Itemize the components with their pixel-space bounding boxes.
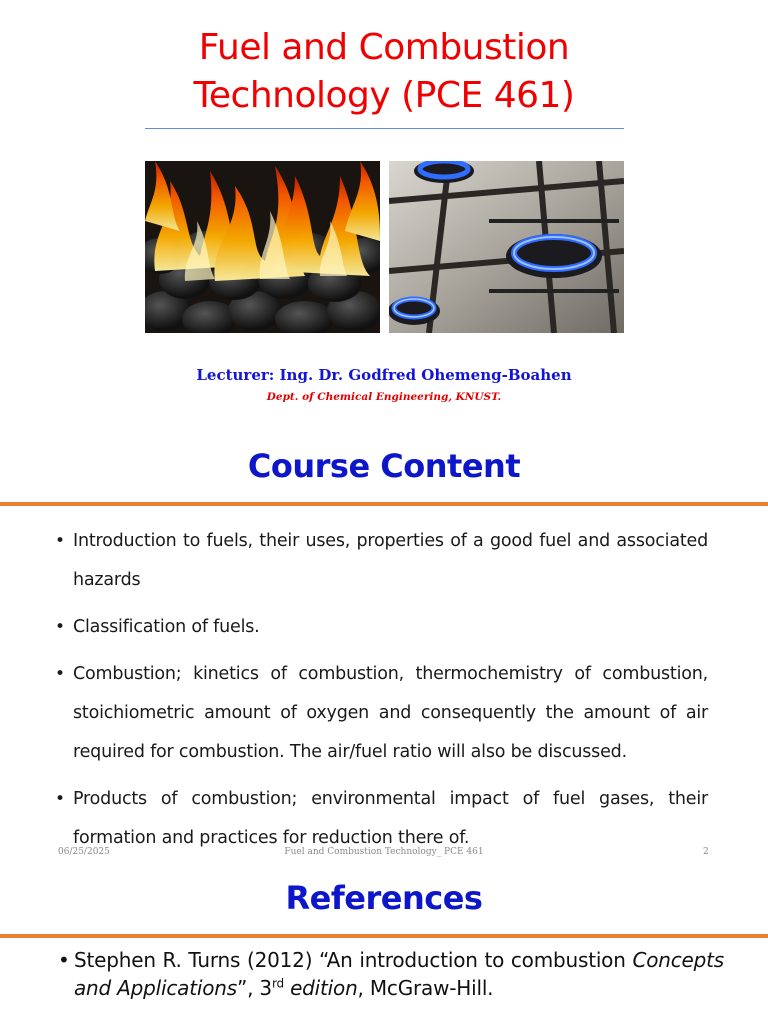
slide-title (0, 24, 768, 120)
reference-item (58, 946, 724, 1002)
list-item-text: Introduction to fuels, their uses, properties of a good fuel and associated hazards (73, 531, 708, 590)
reference-edition: edition (283, 976, 358, 1000)
list-item-text: Products of combustion; environmental impact of fuel gases, their formation and practices for reduction there of. (73, 789, 708, 848)
reference-text-part-3: , McGraw-Hill. (357, 976, 494, 1000)
page-number: 2 (703, 847, 709, 857)
reference-text-part-2: ”, 3 (236, 976, 272, 1000)
slide-title-line-1: Fuel and Combustion (198, 27, 570, 68)
lecturer-name: Lecturer: Ing. Dr. Godfred Ohemeng-Boahen (196, 366, 572, 384)
fire-photo (145, 161, 380, 333)
list-item (55, 655, 708, 772)
footer-title: Fuel and Combustion Technology_ PCE 461 (284, 847, 484, 857)
footer-date: 06/25/2025 (58, 847, 110, 857)
bullet-dot-icon: • (55, 617, 65, 637)
reference-superscript: rd (271, 976, 284, 991)
course-content-list (55, 522, 708, 866)
bullet-dot-icon: • (58, 948, 70, 972)
title-divider (145, 128, 624, 129)
list-item (55, 608, 708, 647)
reference-text-part-1: Stephen R. Turns (2012) “An introduction to combustion (74, 948, 633, 972)
slide-title-line-2: Technology (PCE 461) (193, 75, 575, 116)
list-item (55, 522, 708, 600)
references-heading: References (285, 879, 483, 917)
reference-book-title: Concepts and Applications (74, 948, 724, 1000)
list-item-text: Combustion; kinetics of combustion, thermochemistry of combustion, stoichiometric amount of oxygen and consequently the amount of air required for combustion. The air/fuel ratio will also be discussed. (73, 664, 708, 762)
heading-divider (0, 502, 768, 506)
bullet-dot-icon: • (55, 789, 65, 809)
course-content-heading: Course Content (247, 447, 521, 485)
list-item-text: Classification of fuels. (73, 617, 260, 637)
bullet-dot-icon: • (55, 531, 65, 551)
department-name: Dept. of Chemical Engineering, KNUST. (266, 391, 502, 403)
references-divider (0, 934, 768, 938)
bullet-dot-icon: • (55, 664, 65, 684)
stove-photo (389, 161, 624, 333)
